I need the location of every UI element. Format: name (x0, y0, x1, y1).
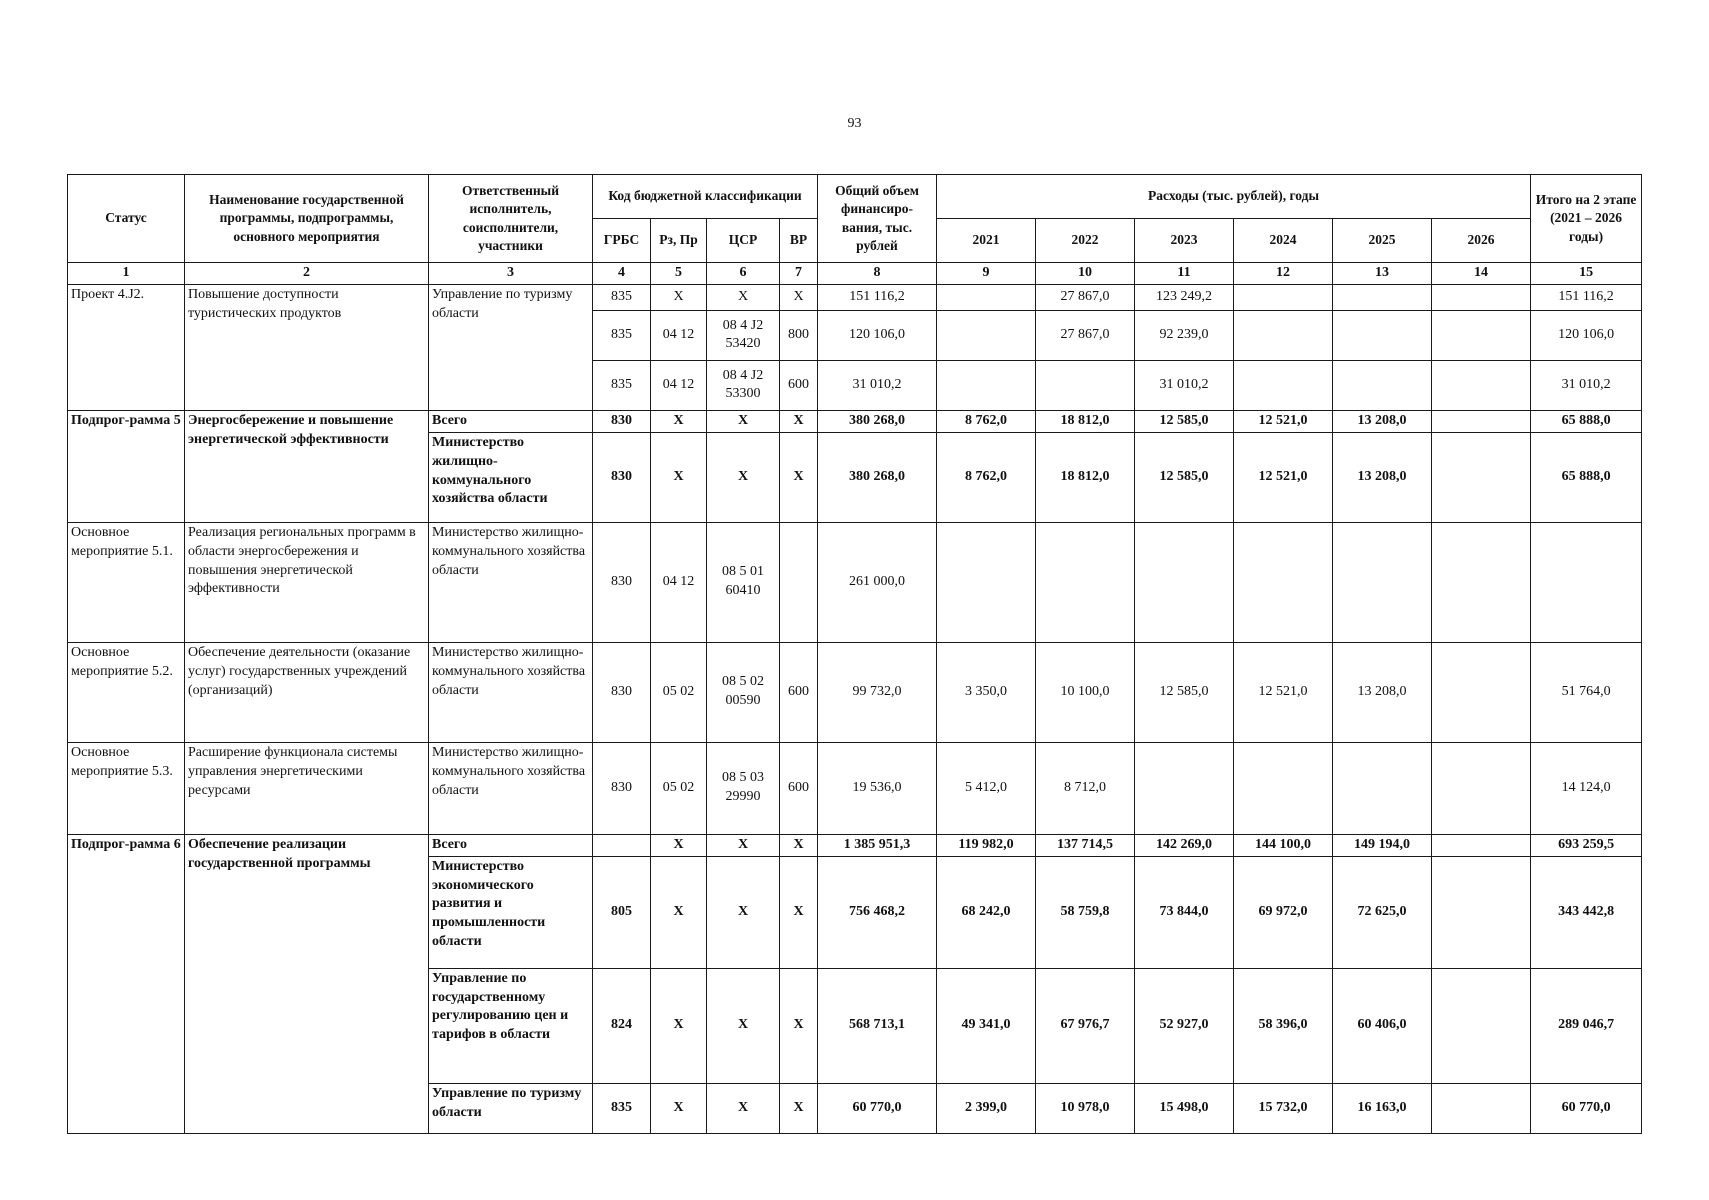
row-name: Обеспечение реализации государственной программы (185, 834, 429, 1133)
cell-total: 380 268,0 (818, 410, 937, 432)
col-number: 4 (593, 263, 651, 285)
cell-y2022: 58 759,8 (1036, 856, 1135, 968)
row-name: Повышение доступности туристических продуктов (185, 284, 429, 410)
col-number: 1 (68, 263, 185, 285)
cell-y2021: 49 341,0 (937, 968, 1036, 1083)
header-year: 2022 (1036, 219, 1135, 263)
table-row (68, 284, 1642, 310)
cell-rz: 04 12 (651, 522, 707, 642)
cell-y2023: 52 927,0 (1135, 968, 1234, 1083)
cell-rz: X (651, 856, 707, 968)
cell-csr: X (707, 968, 780, 1083)
cell-y2023 (1135, 742, 1234, 834)
header-vr: ВР (780, 219, 818, 263)
col-number: 15 (1531, 263, 1642, 285)
cell-y2023: 123 249,2 (1135, 284, 1234, 310)
cell-vr (780, 522, 818, 642)
row-executor: Министерство жилищно-коммунального хозяйства области (429, 742, 593, 834)
cell-grbs: 835 (593, 284, 651, 310)
cell-total: 31 010,2 (818, 360, 937, 410)
cell-csr: 08 5 02 00590 (707, 642, 780, 742)
cell-y2021: 119 982,0 (937, 834, 1036, 856)
cell-vr: X (780, 856, 818, 968)
cell-y2025 (1333, 742, 1432, 834)
table-row (68, 834, 1642, 856)
cell-y2026 (1432, 310, 1531, 360)
header-total: Общий объем финансиро-вания, тыс. рублей (818, 175, 937, 263)
cell-y2024 (1234, 310, 1333, 360)
cell-total: 380 268,0 (818, 432, 937, 522)
header-year: 2026 (1432, 219, 1531, 263)
col-number: 6 (707, 263, 780, 285)
header-grbs: ГРБС (593, 219, 651, 263)
row-name: Обеспечение деятельности (оказание услуг) государственных учреждений (организаций) (185, 642, 429, 742)
cell-rz: 04 12 (651, 310, 707, 360)
cell-csr: X (707, 284, 780, 310)
cell-y2025: 16 163,0 (1333, 1083, 1432, 1133)
cell-y2021: 8 762,0 (937, 410, 1036, 432)
cell-y2022: 8 712,0 (1036, 742, 1135, 834)
cell-y2025 (1333, 522, 1432, 642)
cell-y2026 (1432, 968, 1531, 1083)
header-name: Наименование государственной программы, подпрограммы, основного мероприятия (185, 175, 429, 263)
cell-itogo: 693 259,5 (1531, 834, 1642, 856)
cell-csr: X (707, 410, 780, 432)
cell-y2026 (1432, 1083, 1531, 1133)
cell-y2021: 68 242,0 (937, 856, 1036, 968)
cell-y2026 (1432, 742, 1531, 834)
table-row (68, 742, 1642, 834)
cell-y2025: 13 208,0 (1333, 410, 1432, 432)
cell-vr: X (780, 284, 818, 310)
cell-y2021: 2 399,0 (937, 1083, 1036, 1133)
header-expenses: Расходы (тыс. рублей), годы (937, 175, 1531, 219)
cell-csr: X (707, 834, 780, 856)
cell-csr: 08 4 J2 53420 (707, 310, 780, 360)
cell-y2025: 72 625,0 (1333, 856, 1432, 968)
cell-itogo: 151 116,2 (1531, 284, 1642, 310)
col-number: 5 (651, 263, 707, 285)
cell-y2022: 18 812,0 (1036, 410, 1135, 432)
cell-grbs: 835 (593, 360, 651, 410)
cell-total: 261 000,0 (818, 522, 937, 642)
cell-grbs: 835 (593, 1083, 651, 1133)
cell-y2021 (937, 310, 1036, 360)
header-itogo: Итого на 2 этапе (2021 – 2026 годы) (1531, 175, 1642, 263)
cell-y2026 (1432, 410, 1531, 432)
row-status: Подпрог-рамма 6 (68, 834, 185, 1133)
row-executor: Управление по туризму области (429, 284, 593, 410)
cell-grbs: 830 (593, 642, 651, 742)
cell-y2024 (1234, 742, 1333, 834)
header-budget-code: Код бюджетной классификации (593, 175, 818, 219)
cell-y2022: 10 100,0 (1036, 642, 1135, 742)
cell-grbs: 805 (593, 856, 651, 968)
cell-grbs (593, 834, 651, 856)
cell-grbs: 824 (593, 968, 651, 1083)
cell-rz: 05 02 (651, 642, 707, 742)
cell-y2025: 13 208,0 (1333, 642, 1432, 742)
cell-y2021 (937, 284, 1036, 310)
cell-y2022 (1036, 522, 1135, 642)
header-year: 2023 (1135, 219, 1234, 263)
cell-rz: 05 02 (651, 742, 707, 834)
row-executor: Всего (429, 834, 593, 856)
row-executor: Всего (429, 410, 593, 432)
cell-rz: X (651, 834, 707, 856)
cell-rz: X (651, 432, 707, 522)
col-number: 14 (1432, 263, 1531, 285)
table-row (68, 410, 1642, 432)
row-executor: Министерство жилищно-коммунального хозяйства области (429, 522, 593, 642)
col-number: 2 (185, 263, 429, 285)
cell-y2023: 15 498,0 (1135, 1083, 1234, 1133)
cell-y2022: 18 812,0 (1036, 432, 1135, 522)
cell-y2021 (937, 522, 1036, 642)
row-executor: Министерство экономического развития и промышленности области (429, 856, 593, 968)
col-number: 11 (1135, 263, 1234, 285)
cell-csr: X (707, 432, 780, 522)
cell-y2023: 12 585,0 (1135, 410, 1234, 432)
cell-rz: X (651, 410, 707, 432)
cell-itogo: 65 888,0 (1531, 432, 1642, 522)
col-number: 3 (429, 263, 593, 285)
cell-itogo: 31 010,2 (1531, 360, 1642, 410)
cell-itogo: 14 124,0 (1531, 742, 1642, 834)
cell-vr: 600 (780, 642, 818, 742)
cell-y2024: 144 100,0 (1234, 834, 1333, 856)
cell-y2023: 31 010,2 (1135, 360, 1234, 410)
row-status: Основное мероприятие 5.1. (68, 522, 185, 642)
cell-csr: X (707, 1083, 780, 1133)
cell-y2023: 92 239,0 (1135, 310, 1234, 360)
row-executor: Управление по туризму области (429, 1083, 593, 1133)
cell-vr: X (780, 834, 818, 856)
cell-y2023 (1135, 522, 1234, 642)
row-executor: Министерство жилищно-коммунального хозяйства области (429, 432, 593, 522)
cell-total: 1 385 951,3 (818, 834, 937, 856)
row-status: Основное мероприятие 5.3. (68, 742, 185, 834)
cell-y2024: 12 521,0 (1234, 432, 1333, 522)
header-status: Статус (68, 175, 185, 263)
cell-y2026 (1432, 284, 1531, 310)
cell-total: 151 116,2 (818, 284, 937, 310)
table-row (68, 642, 1642, 742)
cell-csr: 08 4 J2 53300 (707, 360, 780, 410)
cell-total: 568 713,1 (818, 968, 937, 1083)
header-year: 2021 (937, 219, 1036, 263)
cell-y2024: 12 521,0 (1234, 642, 1333, 742)
cell-y2024: 12 521,0 (1234, 410, 1333, 432)
row-status: Основное мероприятие 5.2. (68, 642, 185, 742)
cell-y2024 (1234, 522, 1333, 642)
cell-itogo: 289 046,7 (1531, 968, 1642, 1083)
cell-y2026 (1432, 856, 1531, 968)
cell-y2022: 137 714,5 (1036, 834, 1135, 856)
cell-y2025 (1333, 360, 1432, 410)
col-number: 8 (818, 263, 937, 285)
header-year: 2025 (1333, 219, 1432, 263)
cell-itogo: 343 442,8 (1531, 856, 1642, 968)
cell-vr: 600 (780, 742, 818, 834)
col-number: 12 (1234, 263, 1333, 285)
cell-vr: X (780, 432, 818, 522)
cell-y2022: 27 867,0 (1036, 284, 1135, 310)
cell-itogo (1531, 522, 1642, 642)
cell-rz: 04 12 (651, 360, 707, 410)
cell-y2025: 13 208,0 (1333, 432, 1432, 522)
cell-vr: 600 (780, 360, 818, 410)
cell-y2026 (1432, 432, 1531, 522)
cell-grbs: 830 (593, 742, 651, 834)
cell-csr: 08 5 03 29990 (707, 742, 780, 834)
cell-itogo: 51 764,0 (1531, 642, 1642, 742)
row-name: Энергосбережение и повышение энергетической эффективности (185, 410, 429, 522)
cell-y2022: 10 978,0 (1036, 1083, 1135, 1133)
cell-vr: 800 (780, 310, 818, 360)
cell-y2026 (1432, 834, 1531, 856)
cell-y2023: 142 269,0 (1135, 834, 1234, 856)
cell-y2023: 12 585,0 (1135, 432, 1234, 522)
row-name: Реализация региональных программ в области энергосбережения и повышения энергетической эффективности (185, 522, 429, 642)
cell-rz: X (651, 284, 707, 310)
cell-y2024 (1234, 360, 1333, 410)
col-number: 7 (780, 263, 818, 285)
cell-y2025 (1333, 284, 1432, 310)
cell-vr: X (780, 1083, 818, 1133)
cell-total: 99 732,0 (818, 642, 937, 742)
cell-y2025 (1333, 310, 1432, 360)
header-year: 2024 (1234, 219, 1333, 263)
cell-y2022: 27 867,0 (1036, 310, 1135, 360)
cell-rz: X (651, 1083, 707, 1133)
cell-grbs: 835 (593, 310, 651, 360)
cell-y2023: 12 585,0 (1135, 642, 1234, 742)
cell-total: 60 770,0 (818, 1083, 937, 1133)
cell-y2025: 149 194,0 (1333, 834, 1432, 856)
cell-total: 19 536,0 (818, 742, 937, 834)
cell-vr: X (780, 968, 818, 1083)
col-number: 10 (1036, 263, 1135, 285)
cell-rz: X (651, 968, 707, 1083)
cell-total: 120 106,0 (818, 310, 937, 360)
table-row (68, 522, 1642, 642)
header-rz-pr: Рз, Пр (651, 219, 707, 263)
cell-grbs: 830 (593, 410, 651, 432)
cell-y2021: 8 762,0 (937, 432, 1036, 522)
cell-vr: X (780, 410, 818, 432)
header-csr: ЦСР (707, 219, 780, 263)
cell-y2026 (1432, 642, 1531, 742)
row-status: Проект 4.J2. (68, 284, 185, 410)
cell-y2022 (1036, 360, 1135, 410)
header-executor: Ответственный исполнитель, соисполнители, участники (429, 175, 593, 263)
cell-y2023: 73 844,0 (1135, 856, 1234, 968)
cell-y2021: 3 350,0 (937, 642, 1036, 742)
cell-y2025: 60 406,0 (1333, 968, 1432, 1083)
cell-grbs: 830 (593, 522, 651, 642)
cell-csr: 08 5 01 60410 (707, 522, 780, 642)
cell-csr: X (707, 856, 780, 968)
col-number: 13 (1333, 263, 1432, 285)
budget-table (67, 174, 1642, 1134)
cell-y2022: 67 976,7 (1036, 968, 1135, 1083)
col-number: 9 (937, 263, 1036, 285)
cell-y2021 (937, 360, 1036, 410)
cell-y2021: 5 412,0 (937, 742, 1036, 834)
row-executor: Министерство жилищно-коммунального хозяйства области (429, 642, 593, 742)
cell-y2026 (1432, 522, 1531, 642)
cell-y2024 (1234, 284, 1333, 310)
cell-itogo: 120 106,0 (1531, 310, 1642, 360)
row-executor: Управление по государственному регулированию цен и тарифов в области (429, 968, 593, 1083)
row-name: Расширение функционала системы управления энергетическими ресурсами (185, 742, 429, 834)
cell-y2024: 69 972,0 (1234, 856, 1333, 968)
cell-total: 756 468,2 (818, 856, 937, 968)
page-number: 93 (847, 116, 862, 131)
cell-y2024: 15 732,0 (1234, 1083, 1333, 1133)
cell-itogo: 60 770,0 (1531, 1083, 1642, 1133)
row-status: Подпрог-рамма 5 (68, 410, 185, 522)
cell-y2026 (1432, 360, 1531, 410)
cell-grbs: 830 (593, 432, 651, 522)
cell-y2024: 58 396,0 (1234, 968, 1333, 1083)
cell-itogo: 65 888,0 (1531, 410, 1642, 432)
